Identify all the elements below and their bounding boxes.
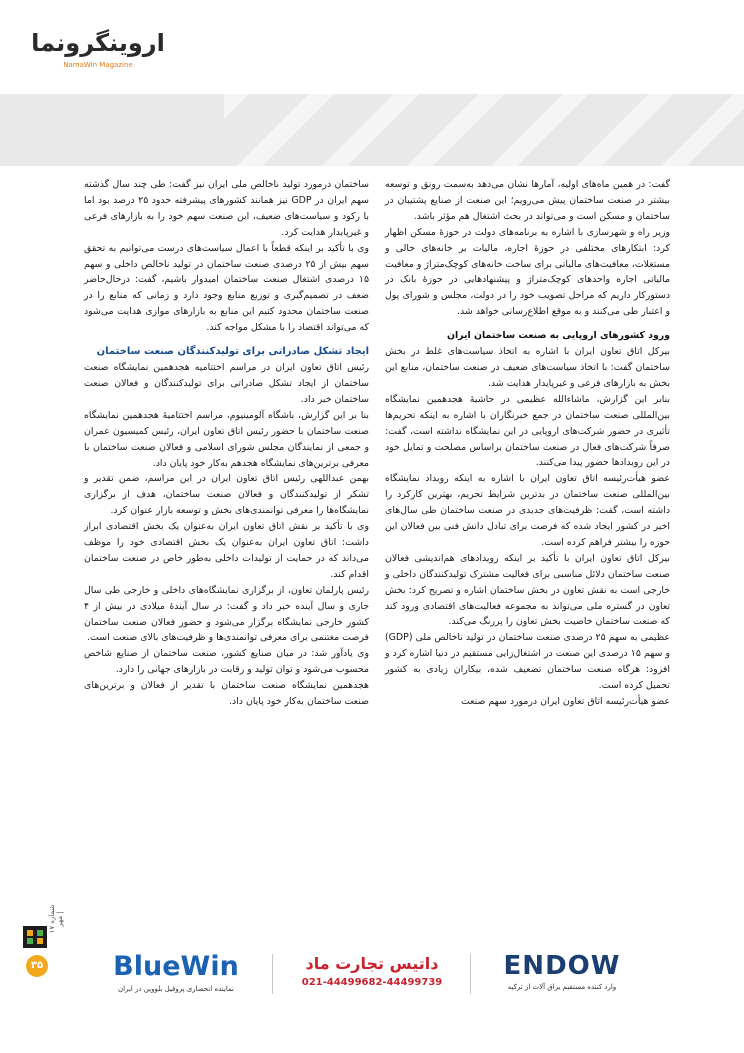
body-paragraph: وی یادآور شد: در میان صنایع کشور، صنعت ساختمان از صنایع شاخص محسوب می‌شود و توان تولید و رقابت در بازارهای جهانی را دارد.	[84, 648, 369, 676]
datis-ad	[282, 942, 462, 1004]
body-paragraph: وزیر راه و شهرسازی با اشاره به برنامه‌های دولت در حوزهٔ مسکن اظهار کرد: ابتکارهای مختلفی در حوزهٔ اجاره، مالیات بر خانه‌های خالی و مستغلات، معافیت‌های مالیاتی برای ساخت خانه‌های کوچک‌متراژ و معافیت مالیاتی اجاره واحدهای کوچک‌متراژ و پیشنهادهایی در حوزهٔ بانک در دستورکار داریم که مراحل تصویب خود را در دولت، مجلس و شورای پول و اعتبار طی می‌کنند و به موقع اطلاع‌رسانی خواهد شد.	[385, 226, 670, 318]
endow-brand: ENDOW	[503, 951, 621, 981]
body-paragraph: عضو هیأت‌رئیسه اتاق تعاون ایران با اشاره به اینکه رویداد نمایشگاه بین‌المللی صنعت ساختمان در بدترین شرایط تحریم، بهترین کارکرد را داشته است، گفت: ظرفیت‌های جدیدی در صنعت ساختمان طی سال‌های اخیر در کشور ایجاد شده که فرصت برای تبادل دانش فنی بین فعالان این حوزه را بیشتر فراهم کرده است.	[385, 473, 670, 548]
body-paragraph: وی با تأکید بر اینکه قطعاً با اعمال سیاست‌های درست می‌توانیم به تحقق سهم بیش از ۲۵ درصدی صنعت ساختمان در تولید ناخالص داخلی و سهم ۱۵ درصدی اشتغال صنعت ساختمان امیدوار باشیم، گفت: درحال‌حاضر ضعف در تصمیم‌گیری و توزیع منابع وجود دارد و زمانی که منابع را در صنعت ساختمان محدود کنیم این منابع به بازارهای موازی هدایت می‌شود که می‌تواند اقتصاد را با مشکل مواجه کند.	[84, 242, 369, 334]
body-paragraph: هجدهمین نمایشگاه صنعت ساختمان با تقدیر از فعالان و برترین‌های صنعت ساختمان به‌کار خود پایان داد.	[84, 680, 369, 708]
body-paragraph: بهمن عبداللهی رئیس اتاق تعاون ایران در این مراسم، ضمن تقدیر و تشکر از تولیدکنندگان و فعالان صنعت ساختمان، هدف از برگزاری نمایشگاه‌ها را معرفی توانمندی‌های بخش و توسعه بازار عنوان کرد.	[84, 473, 369, 517]
logo-title: اروینگرو‌نما	[31, 29, 165, 57]
body-paragraph: بنا بر این گزارش، باشگاه آلومینیوم، مراسم اختتامیهٔ هجدهمین نمایشگاه صنعت ساختمان با حضور رئیس اتاق تعاون ایران، رئیس کمیسیون عمران و جمعی از نمایندگان مجلس شورای اسلامی و فعالان صنعت ساختمان با معرفی برترین‌های نمایشگاه هجدهم به‌کار خود پایان داد.	[84, 409, 369, 469]
body-paragraph: عضو هیأت‌رئیسه اتاق تعاون ایران درمورد سهم صنعت	[460, 696, 670, 707]
bluewin-ad	[86, 942, 266, 1004]
datis-phone: 021-44499682-44499739	[301, 977, 443, 988]
datis-brand: داتیس تجارت ماد	[305, 954, 439, 973]
endow-tagline: وارد کننده مستقیم یراق آلات از ترکیه	[507, 983, 617, 991]
body-paragraph: عظیمی به سهم ۲۵ درصدی صنعت ساختمان در تولید ناخالص ملی (GDP) و سهم ۱۵ درصدی این صنعت در اشتغال‌زایی مستقیم در دنیا اشاره کرد و افزود: هرگاه صنعت ساختمان تضعیف شده، بیکاران زیادی به کشور تحمیل کرده است.	[385, 632, 670, 692]
header-band	[0, 94, 744, 166]
section-heading: ایجاد تشکل صادراتی برای تولیدکنندگان صنعت ساختمان	[96, 346, 369, 358]
bluewin-tagline: نماینده انحصاری پروفیل بلووین در ایران	[118, 985, 234, 993]
page-number: ۳۵	[26, 955, 48, 977]
body-paragraph: رئیس اتاق تعاون ایران در مراسم اختتامیه هجدهمین نمایشگاه صنعت ساختمان از ایجاد تشکل صادراتی برای تولیدکنندگان و فعالان صنعت ساختمان خبر داد.	[84, 362, 369, 405]
ad-divider	[470, 954, 471, 994]
article-column-right	[385, 177, 670, 710]
body-paragraph: بیرکل اتاق تعاون ایران با تأکید بر اینکه رویدادهای هم‌اندیشی فعالان صنعت ساختمان دلائل مناسبی برای فعالیت مشترک تولیدکنندگان داخلی و خارجی است به نقش تعاون در بخش ساختمان اشاره و تصریح کرد: بخش تعاون در گستره ملی می‌تواند به مجموعه فعالیت‌های اقتصادی ورود کند که صنعت ساختمان خاصیت بخش تعاون را پررنگ می‌کند.	[385, 552, 670, 628]
logo-subtitle: NamaWin Magazine	[63, 61, 133, 69]
ad-divider	[272, 954, 273, 994]
ads-bar	[86, 942, 646, 1004]
issue-label: شماره ۱۷ | مهر	[48, 904, 64, 934]
bluewin-brand: BlueWin	[113, 951, 239, 982]
header-stripes	[224, 94, 744, 166]
body-paragraph: بنابر این گزارش، ماشاءالله عظیمی در حاشیهٔ هجدهمین نمایشگاه بین‌المللی صنعت ساختمان در جمع خبرنگاران با اشاره به اینکه تحریم‌ها تأثیری در حضور شرکت‌های اروپایی در این نمایشگاه نداشته است، گفت: صرفاً شرکت‌های فعال در صنعت ساختمان براساس مصلحت و تمایل خود در این رویدادها حضور پیدا می‌کنند.	[385, 393, 670, 469]
body-paragraph: وی با تأکید بر نقش اتاق تعاون ایران به‌عنوان یک بخش اقتصادی ابراز داشت: اتاق تعاون ایران به‌عنوان یک بخش اقتصادی خود را موظف می‌داند که در حمایت از تولیدات داخلی به‌طور خاص در صنعت ساختمان اقدام کند.	[84, 521, 369, 580]
article-column-left	[84, 177, 369, 710]
body-paragraph: گفت: در همین ماه‌های اولیه، آمارها نشان می‌دهد به‌سمت رونق و توسعه بیشتر در صنعت ساختمان پیش می‌رویم؛ این صنعت از صنایع پشتیبان در ساختمان و مسکن است و می‌تواند در بحث اشتغال هم مؤثر باشد.	[385, 179, 670, 222]
body-paragraph: رئیس پارلمان تعاون، از برگزاری نمایشگاه‌های داخلی و خارجی طی سال جاری و سال آینده خبر داد و گفت: در سال آیندهٔ میلادی در بیش از ۴ کشور خارجی نمایشگاه برگزار می‌شود و حضور فعالان صنعت ساختمان فرصت مغتنمی برای معرفی توانمندی‌ها و ظرفیت‌های بالای صنعت است.	[84, 584, 369, 644]
body-paragraph: ساختمان درمورد تولید ناخالص ملی ایران نیز گفت: طی چند سال گذشته سهم ایران در GDP نیز همانند کشورهای پیشرفته حدود ۲۵ درصد بود اما با رکود و سیاست‌های ضعیف، این صنعت سهم خود را به بازارهای فرعی و غیرپایدار هدایت کرد.	[84, 179, 369, 238]
section-heading: ورود کشورهای اروپایی به صنعت ساختمان ایران	[446, 330, 670, 342]
page-marker-icon	[20, 924, 50, 950]
magazine-logo	[28, 28, 168, 88]
body-paragraph: بیرکل اتاق تعاون ایران با اشاره به اتخاذ سیاست‌های غلط در بخش ساختمان گفت: با اتخاذ سیاست‌های ضعیف در صنعت ساختمان، منابع این بخش به بازارهای فرعی و غیرپایدار هدایت شد.	[385, 346, 670, 389]
endow-ad	[478, 942, 646, 1004]
